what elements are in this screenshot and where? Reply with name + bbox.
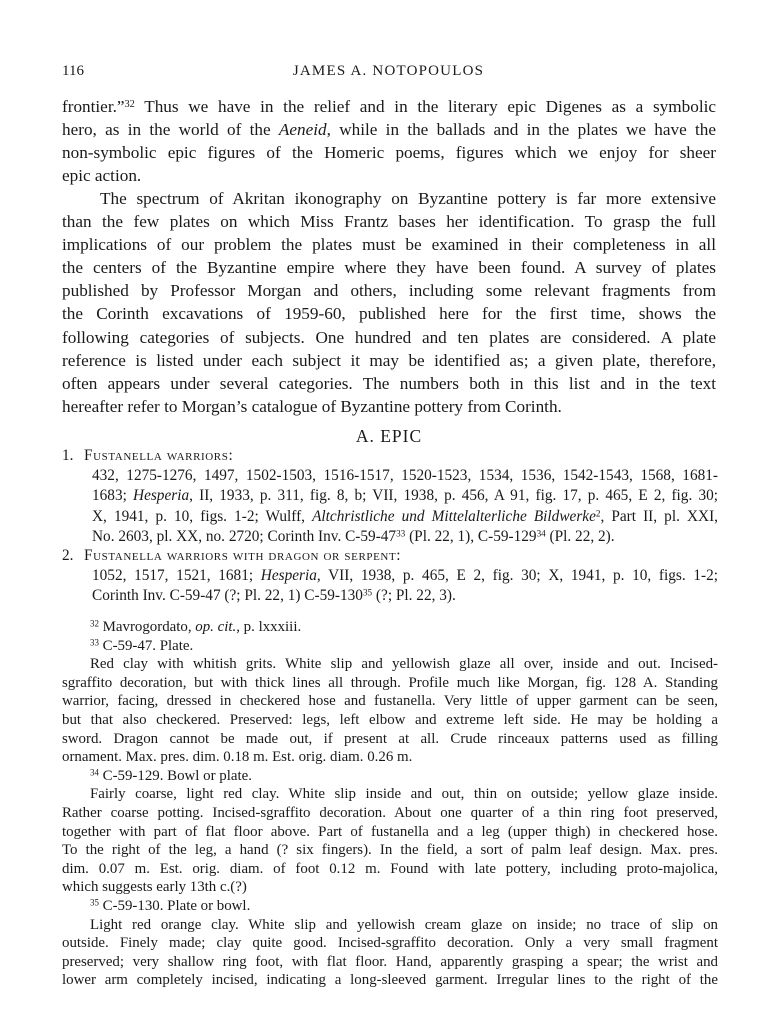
footnote-line: dim. 0.07 m. Est. orig. diam. of foot 0.12 m. Found with late pottery, including proto-majolica, [62, 860, 718, 877]
footnotes [62, 618, 718, 990]
work-title: Aeneid [278, 120, 327, 140]
category-number: 2. [62, 547, 74, 564]
text-line: the Corinth excavations of 1959-60, published here for the first time, shows the [62, 304, 716, 324]
footnote-line: Fairly coarse, light red clay. White slip inside and out, thin on outside; yellow glaze inside. [90, 786, 718, 803]
footnote-34-heading: $^{34}$ C-59-129. Bowl or plate. [90, 767, 252, 784]
text-line: The spectrum of Akritan ikonography on Byzantine pottery is far more extensive [100, 189, 716, 208]
category-title: Fustanella warriors with dragon or serpent: [84, 547, 402, 564]
footnote-ref-32[interactable]: 32 [124, 98, 135, 110]
footnote-line: Light red orange clay. White slip and yellowish cream glaze on inside; no trace of slip on [90, 916, 718, 933]
text-line: non-symbolic epic figures of the Homeric poems, figures which we enjoy for sheer [62, 143, 716, 163]
footnote-line: lower arm completely incised, indicating a long-sleeved garment. Irregular lines to the right of the [62, 972, 718, 989]
footnote-35-heading: $^{35}$ C-59-130. Plate or bowl. [90, 897, 251, 914]
reference-line: 1683; Hesperia, II, 1933, p. 311, fig. 8, b; VII, 1938, p. 456, A 91, fig. 17, p. 465, E 2, fig. 30; [92, 487, 718, 505]
category-entry [62, 546, 718, 607]
footnote-line: preserved; very shallow ring foot, with flat floor. Hand, apparently grasping a spear; the wrist and [62, 953, 718, 970]
category-title: Fustanella warriors: [84, 447, 234, 464]
footnote-line: but that also checkered. Preserved: legs, left elbow and extreme left side. He may be holding a [62, 711, 718, 728]
footnote-line: sword. Dragon cannot be made out, if present at all. Crude rinceaux patterns used as filling [62, 730, 718, 747]
footnote-line: together with part of flat floor above. Part of fustanella and a leg (upper thigh) in checkered hose. [62, 823, 718, 840]
text-line: frontier.”$^{32}$ Thus we have in the relief and in the literary epic Digenes as a symbolic [62, 97, 716, 116]
reference-line: Corinth Inv. C-59-47 (?; Pl. 22, 1) $C-59-130^{35}$ (?; Pl. 22, 3). [92, 587, 456, 605]
category-heading [62, 446, 718, 466]
footnote-line: Rather coarse potting. Incised-sgraffito decoration. About one quarter of a thin ring foot preserved, [62, 804, 718, 821]
journal-title: Hesperia [260, 567, 317, 585]
category-heading [62, 546, 718, 566]
footnote-line: warrior, facing, dressed in checkered hose and fustanella. Very little of upper garment can be seen, [62, 693, 718, 710]
footnote-33-heading: $^{33}$ C-59-47. Plate. [90, 637, 194, 654]
text-line: following categories of subjects. One hundred and ten plates are considered. A plate [62, 327, 716, 347]
book-title: Altchristliche und Mittelalterliche Bildwerke [312, 507, 596, 525]
text-line: the centers of the Byzantine empire where they have been found. A survey of plates [62, 258, 716, 278]
footnote-line: which suggests early 13th c.(?) [62, 879, 247, 896]
reference-line: 432, 1275-1276, 1497, 1502-1503, 1516-1517, 1520-1523, 1534, 1536, 1542-1543, 1568, 1681- [92, 467, 718, 485]
footnote-line: To the right of the leg, a hand (? six fingers). In the field, a sort of palm leaf design. Max. pres. [62, 842, 718, 859]
text-line: published by Professor Morgan and others, including some relevant fragments from [62, 281, 716, 301]
running-header [62, 63, 715, 83]
author-running-title: JAMES A. NOTOPOULOS [292, 63, 485, 79]
paragraph-spectrum [62, 187, 716, 418]
footnote-ref-33[interactable]: 33 [396, 528, 406, 539]
text-line: epic action. [62, 166, 142, 186]
footnote-ref-35[interactable]: 35 [362, 587, 373, 598]
text-line: hereafter refer to Morgan’s catalogue of Byzantine pottery from Corinth. [62, 396, 562, 416]
page-number: 116 [62, 63, 84, 79]
footnote-32: $^{32}$ Mavrogordato, op. cit., p. lxxxiii. [90, 618, 302, 635]
category-entry [62, 446, 718, 547]
section-heading: A. EPIC [355, 426, 423, 446]
footnote-line: Red clay with whitish grits. White slip and yellowish glaze all over, inside and out. Incised- [90, 656, 718, 673]
reference-line: X, 1941, p. 10, figs. 1-2; Wulff, Altchristliche und Mittelalterliche Bildwerke$^2$, Part II, pl. XXI, [92, 507, 719, 525]
reference-line: No. 2603, pl. XX, no. 2720; Corinth Inv. $C-59-47^{33}$ (Pl. 22, 1), $C-59-129^{34}$ (Pl. 22, 2). [92, 527, 615, 545]
text-line: reference is listed under each subject it may be identified as; a given plate, therefore, [62, 350, 716, 370]
footnote-line: outside. Finely made; clay quite good. Incised-sgraffito decoration. Only a very small fragment [62, 935, 718, 952]
footnote-line: sgraffito decoration, but with thick lines all through. Profile much like Morgan, fig. 128 A. Standing [62, 674, 718, 691]
journal-title: Hesperia [133, 487, 190, 505]
reference-line: 1052, 1517, 1521, 1681; Hesperia, VII, 1938, p. 465, E 2, fig. 30; X, 1941, p. 10, figs. 1-2; [92, 567, 718, 585]
text-line: implications of our problem the plates must be examined in their completeness in all [62, 235, 716, 255]
footnote-line: ornament. Max. pres. dim. 0.18 m. Est. orig. diam. 0.26 m. [62, 749, 413, 766]
text-line: than the few plates on which Miss Frantz bases her identification. To grasp the full [62, 212, 716, 232]
paragraph-continuation [62, 95, 716, 187]
text-line: often appears under several categories. The numbers both in this list and in the text [62, 373, 716, 393]
text-line: hero, as in the world of the Aeneid, while in the ballads and in the plates we have the [62, 120, 716, 140]
category-number: 1. [62, 447, 74, 464]
footnote-ref-34[interactable]: 34 [536, 528, 546, 539]
